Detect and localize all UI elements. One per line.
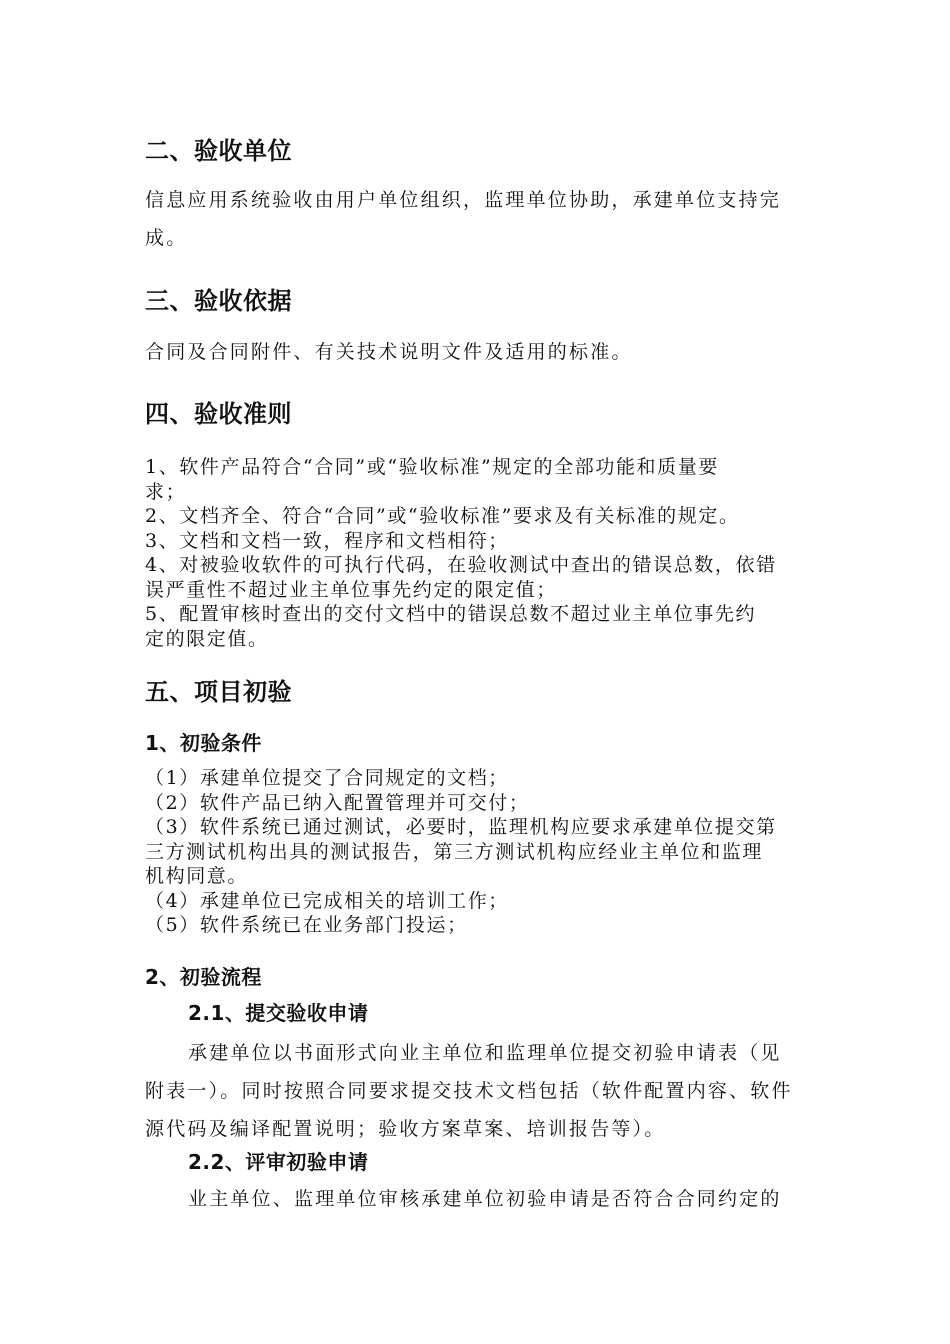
list-line: （1）承建单位提交了合同规定的文档； bbox=[145, 767, 509, 789]
subheading-inspection-process: 2、初验流程 bbox=[145, 965, 262, 989]
list-line: 定的限定值。 bbox=[145, 627, 269, 650]
paragraph-acceptance-basis bbox=[145, 333, 810, 371]
section-heading-acceptance-basis: 三、验收依据 bbox=[145, 287, 292, 315]
list-line: （5）软件系统已在业务部门投运； bbox=[145, 914, 468, 936]
paragraph-review-application bbox=[145, 1180, 810, 1218]
list-line: （2）软件产品已纳入配置管理并可交付； bbox=[145, 791, 530, 814]
text-line: 业主单位、监理单位审核承建单位初验申请是否符合合同约定的 bbox=[188, 1188, 782, 1210]
list-line: 机构同意。 bbox=[145, 865, 249, 887]
subheading-review-application: 2.2、评审初验申请 bbox=[188, 1150, 369, 1174]
paragraph-submit-application bbox=[145, 1034, 810, 1148]
list-line: 1、软件产品符合“合同”或“验收标准”规定的全部功能和质量要 bbox=[145, 456, 719, 478]
paragraph-acceptance-unit bbox=[145, 181, 810, 257]
list-line: 5、配置审核时查出的交付文档中的错误总数不超过业主单位事先约 bbox=[145, 603, 757, 625]
list-line: 3、文档和文档一致，程序和文档相符； bbox=[145, 529, 509, 552]
list-acceptance-criteria bbox=[145, 455, 810, 651]
text-line: 信息应用系统验收由用户单位组织，监理单位协助，承建单位支持完 bbox=[145, 189, 782, 211]
list-line: （4）承建单位已完成相关的培训工作； bbox=[145, 889, 509, 912]
list-line: 误严重性不超过业主单位事先约定的限定值； bbox=[145, 578, 558, 601]
list-line: 求； bbox=[145, 480, 187, 503]
list-line: 三方测试机构出具的测试报告，第三方测试机构应经业主单位和监理 bbox=[145, 840, 764, 863]
text-line: 成。 bbox=[145, 227, 188, 249]
text-line: 承建单位以书面形式向业主单位和监理单位提交初验申请表（见 bbox=[188, 1042, 782, 1064]
list-line: 4、对被验收软件的可执行代码，在验收测试中查出的错误总数，依错 bbox=[145, 554, 777, 576]
list-inspection-conditions bbox=[145, 766, 810, 938]
section-heading-initial-inspection: 五、项目初验 bbox=[145, 678, 292, 706]
text-line: 源代码及编译配置说明；验收方案草案、培训报告等）。 bbox=[145, 1118, 666, 1140]
subheading-submit-application: 2.1、提交验收申请 bbox=[188, 1001, 369, 1025]
subheading-inspection-conditions: 1、初验条件 bbox=[145, 731, 262, 755]
section-heading-acceptance-unit: 二、验收单位 bbox=[145, 137, 292, 165]
list-line: 2、文档齐全、符合“合同”或“验收标准”要求及有关标准的规定。 bbox=[145, 505, 740, 527]
list-line: （3）软件系统已通过测试，必要时，监理机构应要求承建单位提交第 bbox=[145, 816, 777, 838]
text-line: 合同及合同附件、有关技术说明文件及适用的标准。 bbox=[145, 341, 633, 363]
text-line: 附表一）。同时按照合同要求提交技术文档包括（软件配置内容、软件 bbox=[145, 1080, 793, 1102]
section-heading-acceptance-criteria: 四、验收准则 bbox=[145, 400, 292, 428]
